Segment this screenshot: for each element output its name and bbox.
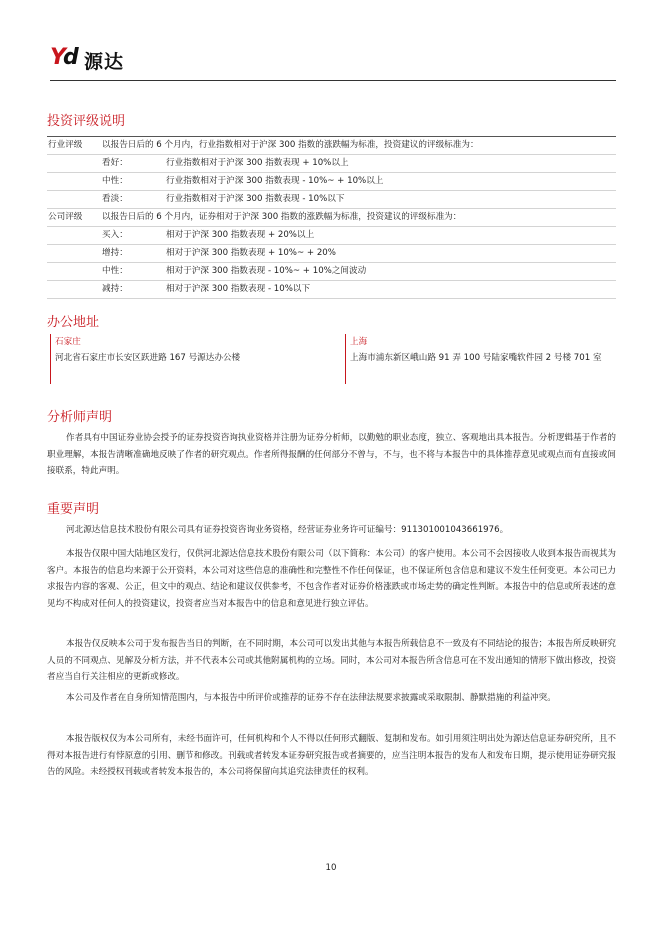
table-row	[47, 245, 616, 263]
rating-criteria: 行业指数相对于沪深 300 指数表现 + 10%以上	[166, 158, 349, 168]
rating-criteria: 相对于沪深 300 指数表现 + 20%以上	[166, 230, 315, 240]
rating-grade: 看淡：	[102, 194, 128, 204]
company-rating-description: 以报告日后的 6 个月内，证券相对于沪深 300 指数的涨跌幅为标准，投资建议的评级标准为：	[102, 212, 462, 222]
office-shijiazhuang	[50, 334, 341, 384]
disclaimer-paragraph	[47, 690, 616, 707]
rating-section-title: 投资评级说明	[47, 114, 126, 129]
logo-text: 源达	[84, 50, 125, 73]
header-divider	[50, 80, 616, 81]
table-row	[47, 155, 616, 173]
table-row	[47, 263, 616, 281]
disclaimer-text: 本报告版权仅为本公司所有，未经书面许可，任何机构和个人不得以任何形式翻版、复制和发布。如引用须注明出处为源达信息证券研究所，且不得对本报告进行有悖原意的引用、删节和修改。刊载或者转发本证券研究报告或者摘要的，应当注明本报告的发布人和发布日期，提示使用证券研究报告的风险。未经授权刊载或者转发本报告的，本公司将保留向其追究法律责任的权利。	[47, 734, 617, 778]
rating-grade: 买入：	[102, 230, 128, 240]
disclaimer-paragraph	[47, 636, 616, 686]
logo-mark-y: Y	[50, 45, 64, 70]
table-row	[47, 281, 616, 299]
company-rating-label: 公司评级	[48, 212, 83, 222]
table-row	[47, 191, 616, 209]
analyst-statement-text: 作者具有中国证券业协会授予的证券投资咨询执业资格并注册为证券分析师，以勤勉的职业态度，独立、客观地出具本报告。分析逻辑基于作者的职业理解，本报告清晰准确地反映了作者的研究观点。作者所得报酬的任何部分不曾与，不与，也不将与本报告中的具体推荐意见或观点而有直接或间接联系，特此声明。	[47, 433, 617, 477]
rating-grade: 中性：	[102, 176, 128, 186]
rating-criteria: 行业指数相对于沪深 300 指数表现 - 10%~ + 10%以上	[166, 176, 384, 186]
office-city: 石家庄	[55, 337, 81, 347]
office-shanghai	[345, 334, 620, 384]
rating-grade: 减持：	[102, 284, 128, 294]
page-header	[50, 44, 616, 76]
industry-rating-label: 行业评级	[48, 140, 83, 150]
company-rating-header-row	[47, 209, 616, 227]
logo-mark-d: d	[63, 45, 79, 70]
office-addresses	[50, 334, 616, 384]
disclaimer-section-title: 重要声明	[47, 502, 100, 517]
disclaimer-text: 河北源达信息技术股份有限公司具有证券投资咨询业务资格，经营证券业务许可证编号：911301001043661976。	[66, 525, 509, 535]
page-number: 10	[325, 863, 337, 873]
table-row	[47, 173, 616, 191]
office-city: 上海	[350, 337, 368, 347]
analyst-statement	[47, 430, 616, 480]
disclaimer-paragraph	[47, 731, 616, 781]
rating-grade: 中性：	[102, 266, 128, 276]
disclaimer-text: 本报告仅限中国大陆地区发行，仅供河北源达信息技术股份有限公司（以下简称：本公司）的客户使用。本公司不会因接收人收到本报告而视其为客户。本报告的信息均来源于公开资料，本公司对这些信息的准确性和完整性不作任何保证，也不保证所包含信息和建议不发生任何变更。本公司已力求报告内容的客观、公正，但文中的观点、结论和建议仅供参考，不包含作者对证券价格涨跌或市场走势的确定性判断。本报告中的信息或所表述的意见均不构成对任何人的投资建议，投资者应当对本报告中的信息和意见进行独立评估。	[47, 549, 617, 609]
analyst-section-title: 分析师声明	[47, 410, 113, 425]
logo-mark	[50, 46, 80, 74]
rating-grade: 看好：	[102, 158, 128, 168]
rating-grade: 增持：	[102, 248, 128, 258]
rating-criteria: 相对于沪深 300 指数表现 - 10%~ + 10%之间波动	[166, 266, 367, 276]
office-address: 上海市浦东新区峨山路 91 弄 100 号陆家嘴软件园 2 号楼 701 室	[350, 353, 602, 363]
office-address: 河北省石家庄市长安区跃进路 167 号源达办公楼	[55, 353, 241, 363]
office-section-title: 办公地址	[47, 315, 100, 330]
disclaimer-text: 本公司及作者在自身所知情范围内，与本报告中所评价或推荐的证券不存在法律法规要求披露或采取限制、静默措施的利益冲突。	[66, 693, 556, 703]
disclaimer-paragraph	[47, 546, 616, 612]
rating-criteria: 相对于沪深 300 指数表现 - 10%以下	[166, 284, 311, 294]
industry-rating-description: 以报告日后的 6 个月内，行业指数相对于沪深 300 指数的涨跌幅为标准，投资建议的评级标准为：	[102, 140, 479, 150]
rating-criteria: 相对于沪深 300 指数表现 + 10%~ + 20%	[166, 248, 336, 258]
industry-rating-header-row	[47, 137, 616, 155]
disclaimer-text: 本报告仅反映本公司于发布报告当日的判断，在不同时期，本公司可以发出其他与本报告所载信息不一致及有不同结论的报告；本报告所反映研究人员的不同观点、见解及分析方法，并不代表本公司或其他附属机构的立场。同时，本公司对本报告所含信息可在不发出通知的情形下做出修改，投资者应当自行关注相应的更新或修改。	[47, 639, 617, 683]
disclaimer-paragraph	[47, 522, 616, 539]
rating-table	[47, 136, 616, 299]
logo	[50, 44, 124, 76]
table-row	[47, 227, 616, 245]
rating-criteria: 行业指数相对于沪深 300 指数表现 - 10%以下	[166, 194, 345, 204]
